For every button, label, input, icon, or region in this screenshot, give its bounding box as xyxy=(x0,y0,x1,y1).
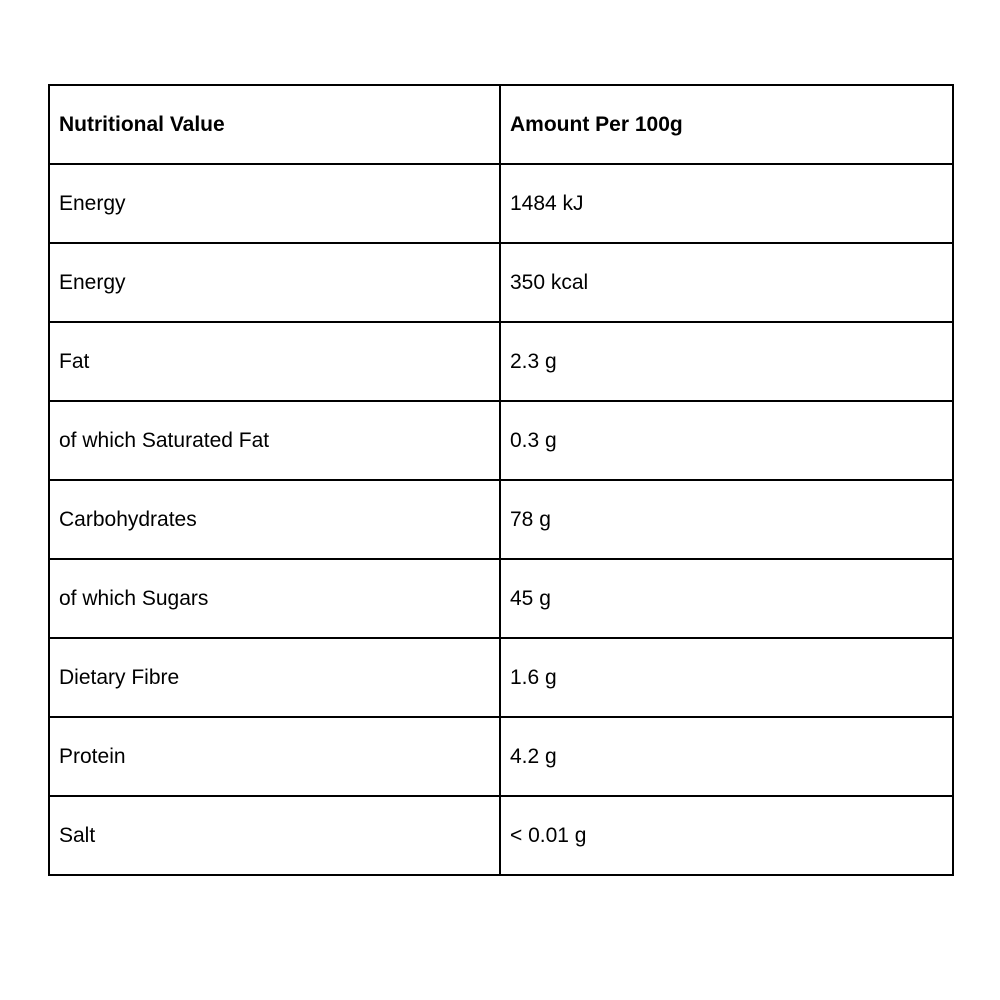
nutrient-cell: Fat xyxy=(49,322,500,401)
table-row xyxy=(49,480,953,559)
amount-cell: 1484 kJ xyxy=(500,164,953,243)
amount-cell: 2.3 g xyxy=(500,322,953,401)
nutrient-cell: Energy xyxy=(49,243,500,322)
nutrient-cell: of which Saturated Fat xyxy=(49,401,500,480)
amount-cell: 1.6 g xyxy=(500,638,953,717)
table-header xyxy=(49,85,953,164)
amount-cell: 4.2 g xyxy=(500,717,953,796)
amount-cell: < 0.01 g xyxy=(500,796,953,875)
header-amount-per-100g: Amount Per 100g xyxy=(500,85,953,164)
table-row xyxy=(49,243,953,322)
table-row xyxy=(49,322,953,401)
table-row xyxy=(49,559,953,638)
table-row xyxy=(49,164,953,243)
table-body xyxy=(49,164,953,875)
table-row xyxy=(49,717,953,796)
nutrient-cell: Protein xyxy=(49,717,500,796)
nutrient-cell: of which Sugars xyxy=(49,559,500,638)
nutrient-cell: Carbohydrates xyxy=(49,480,500,559)
header-row xyxy=(49,85,953,164)
amount-cell: 78 g xyxy=(500,480,953,559)
nutrient-cell: Salt xyxy=(49,796,500,875)
header-nutritional-value: Nutritional Value xyxy=(49,85,500,164)
table-row xyxy=(49,638,953,717)
nutrient-cell: Dietary Fibre xyxy=(49,638,500,717)
nutrition-table xyxy=(48,84,954,876)
amount-cell: 350 kcal xyxy=(500,243,953,322)
table-row xyxy=(49,401,953,480)
nutrient-cell: Energy xyxy=(49,164,500,243)
amount-cell: 0.3 g xyxy=(500,401,953,480)
table-row xyxy=(49,796,953,875)
amount-cell: 45 g xyxy=(500,559,953,638)
